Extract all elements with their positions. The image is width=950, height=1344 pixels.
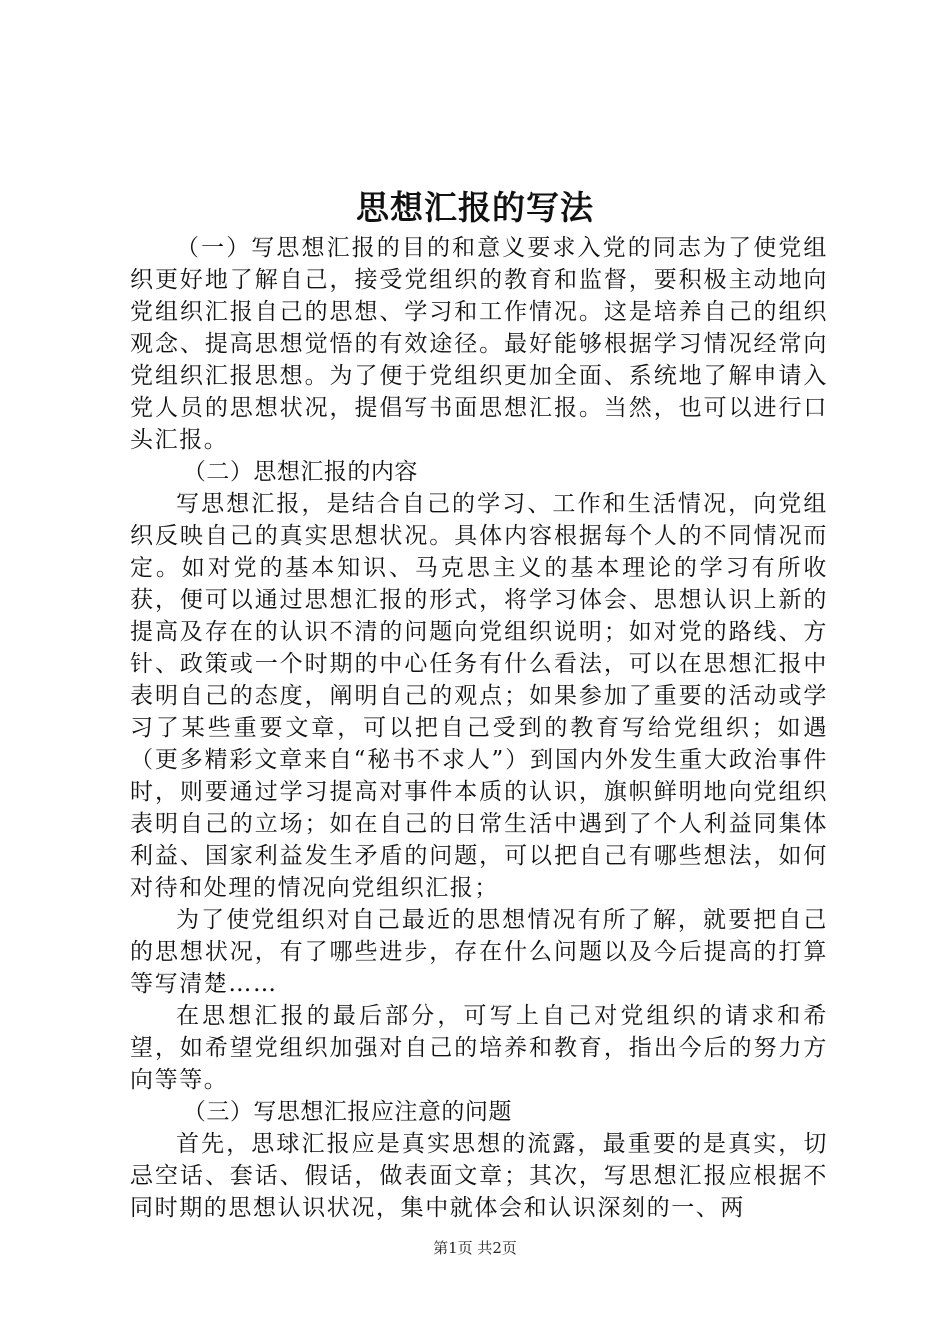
paragraph-closing: 在思想汇报的最后部分，可写上自己对党组织的请求和希望，如希望党组织加强对自己的培养和教育，指出今后的努力方向等等。 [130, 1003, 828, 1093]
paragraph-purpose: （一）写思想汇报的目的和意义要求入党的同志为了使党组织更好地了解自己，接受党组织的教育和监督，要积极主动地向党组织汇报自己的思想、学习和工作情况。这是培养自己的组织观念、提高思想觉悟的有效途径。最好能够根据学习情况经常向党组织汇报思想。为了便于党组织更加全面、系统地了解申请入党人员的思想状况，提倡写书面思想汇报。当然，也可以进行口头汇报。 [130, 235, 828, 453]
paragraph-content: 写思想汇报，是结合自己的学习、工作和生活情况，向党组织反映自己的真实思想状况。具体内容根据每个人的不同情况而定。如对党的基本知识、马克思主义的基本理论的学习有所收获，便可以通过思想汇报的形式，将学习体会、思想认识上新的提高及存在的认识不清的问题向党组织说明；如对党的路线、方针、政策或一个时期的中心任务有什么看法，可以在思想汇报中表明自己的态度，阐明自己的观点；如果参加了重要的活动或学习了某些重要文章，可以把自己受到的教育写给党组织；如遇（更多精彩文章来自“秘书不求人”）到国内外发生重大政治事件时，则要通过学习提高对事件本质的认识，旗帜鲜明地向党组织表明自己的立场；如在自己的日常生活中遇到了个人利益同集体利益、国家利益发生矛盾的问题，可以把自己有哪些想法，如何对待和处理的情况向党组织汇报； [130, 491, 828, 901]
paragraph-progress: 为了使党组织对自己最近的思想情况有所了解，就要把自己的思想状况，有了哪些进步，存在什么问题以及今后提高的打算等写清楚…… [130, 907, 828, 997]
section-heading-notes: （三）写思想汇报应注意的问题 [182, 1099, 512, 1125]
page-footer: 第1页 共2页 [433, 1239, 517, 1257]
section-heading-content: （二）思想汇报的内容 [182, 459, 418, 485]
document-title: 思想汇报的写法 [356, 188, 594, 227]
document-body [130, 232, 828, 1224]
paragraph-notes: 首先，思球汇报应是真实思想的流露，最重要的是真实，切忌空话、套话、假话，做表面文章；其次，写思想汇报应根据不同时期的思想认识状况，集中就体会和认识深刻的一、两 [130, 1131, 828, 1221]
